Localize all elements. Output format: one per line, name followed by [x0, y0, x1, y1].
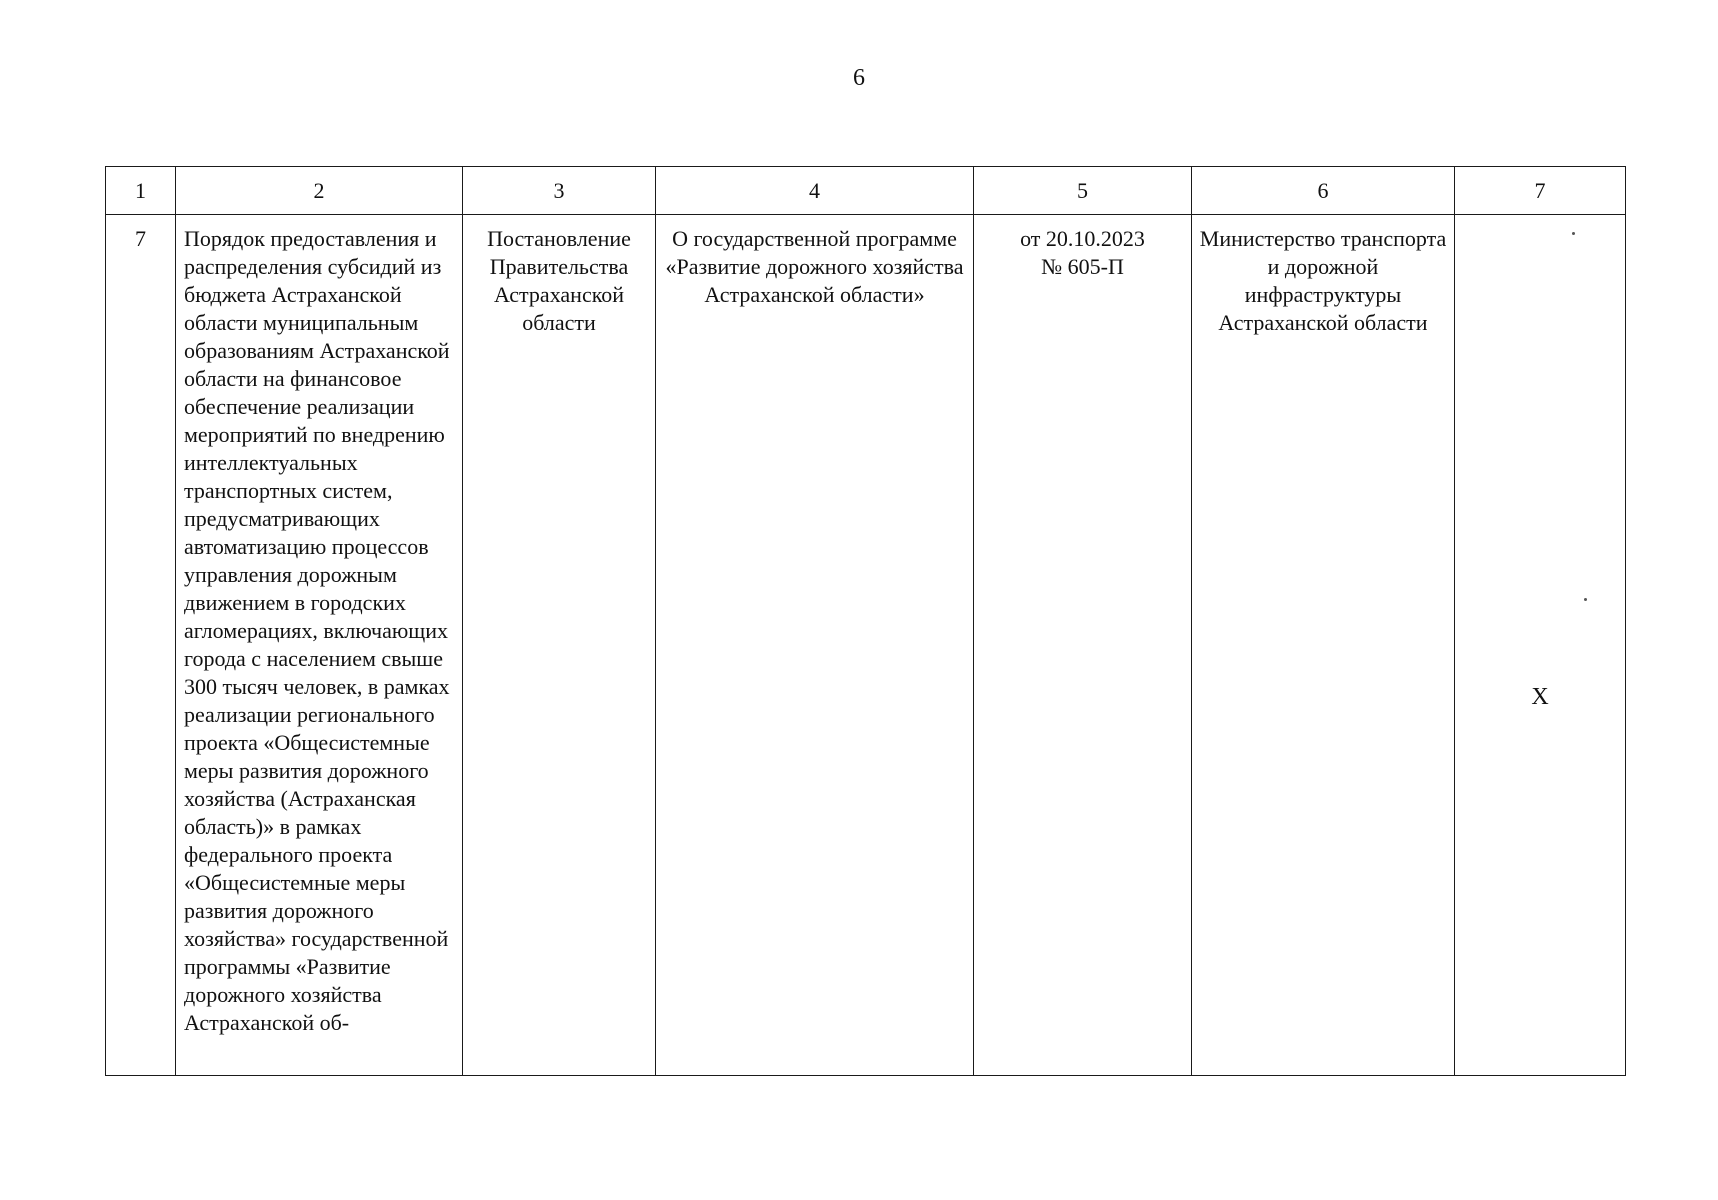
document-type-cell: [463, 215, 656, 1076]
column-header-3: 3: [463, 167, 656, 215]
document-name-cell: [176, 215, 463, 1076]
column-header-2: 2: [176, 167, 463, 215]
document-title: О государственной программе «Развитие дорожного хозяйства Астраханской области»: [665, 226, 964, 307]
document-type: Постановление Правительства Астраханской области: [487, 226, 631, 335]
page-number: 6: [853, 65, 865, 91]
column-header-4: 4: [656, 167, 974, 215]
mark-cell: [1455, 215, 1626, 1076]
row-number: 7: [135, 226, 146, 251]
scan-speck: [1584, 598, 1587, 601]
document-number: № 605-П: [1041, 254, 1124, 279]
table-row: [106, 215, 1626, 1076]
document-name: Порядок предоставления и распределения субсидий из бюджета Астраханской области муниципальным образованиям Астраханской области на финансовое обеспечение реализации мероприятий по внедрению интеллектуальных транспортных систем, предусматривающих автоматизацию процессов управления дорожным движением в городских агломерациях, включающих города с населением свыше 300 тысяч человек, в рамках реализации регионального проекта «Общесистемные меры развития дорожного хозяйства (Астраханская область)» в рамках федерального проекта «Общесистемные меры развития дорожного хозяйства» государственной программы «Развитие дорожного хозяйства Астраханской об-: [184, 226, 450, 1035]
column-header-1: 1: [106, 167, 176, 215]
responsible-agency-cell: [1192, 215, 1455, 1076]
document-date: от 20.10.2023: [1020, 226, 1145, 251]
column-header-6: 6: [1192, 167, 1455, 215]
scan-speck: [1572, 232, 1575, 235]
document-title-cell: [656, 215, 974, 1076]
column-header-5: 5: [974, 167, 1192, 215]
column-header-7: 7: [1455, 167, 1626, 215]
document-table: [105, 166, 1626, 1076]
responsible-agency: Министерство транспорта и дорожной инфраструктуры Астраханской области: [1199, 226, 1447, 335]
x-mark: Х: [1531, 684, 1549, 710]
document-date-cell: [974, 215, 1192, 1076]
table-header-row: [106, 167, 1626, 215]
row-number-cell: [106, 215, 176, 1076]
